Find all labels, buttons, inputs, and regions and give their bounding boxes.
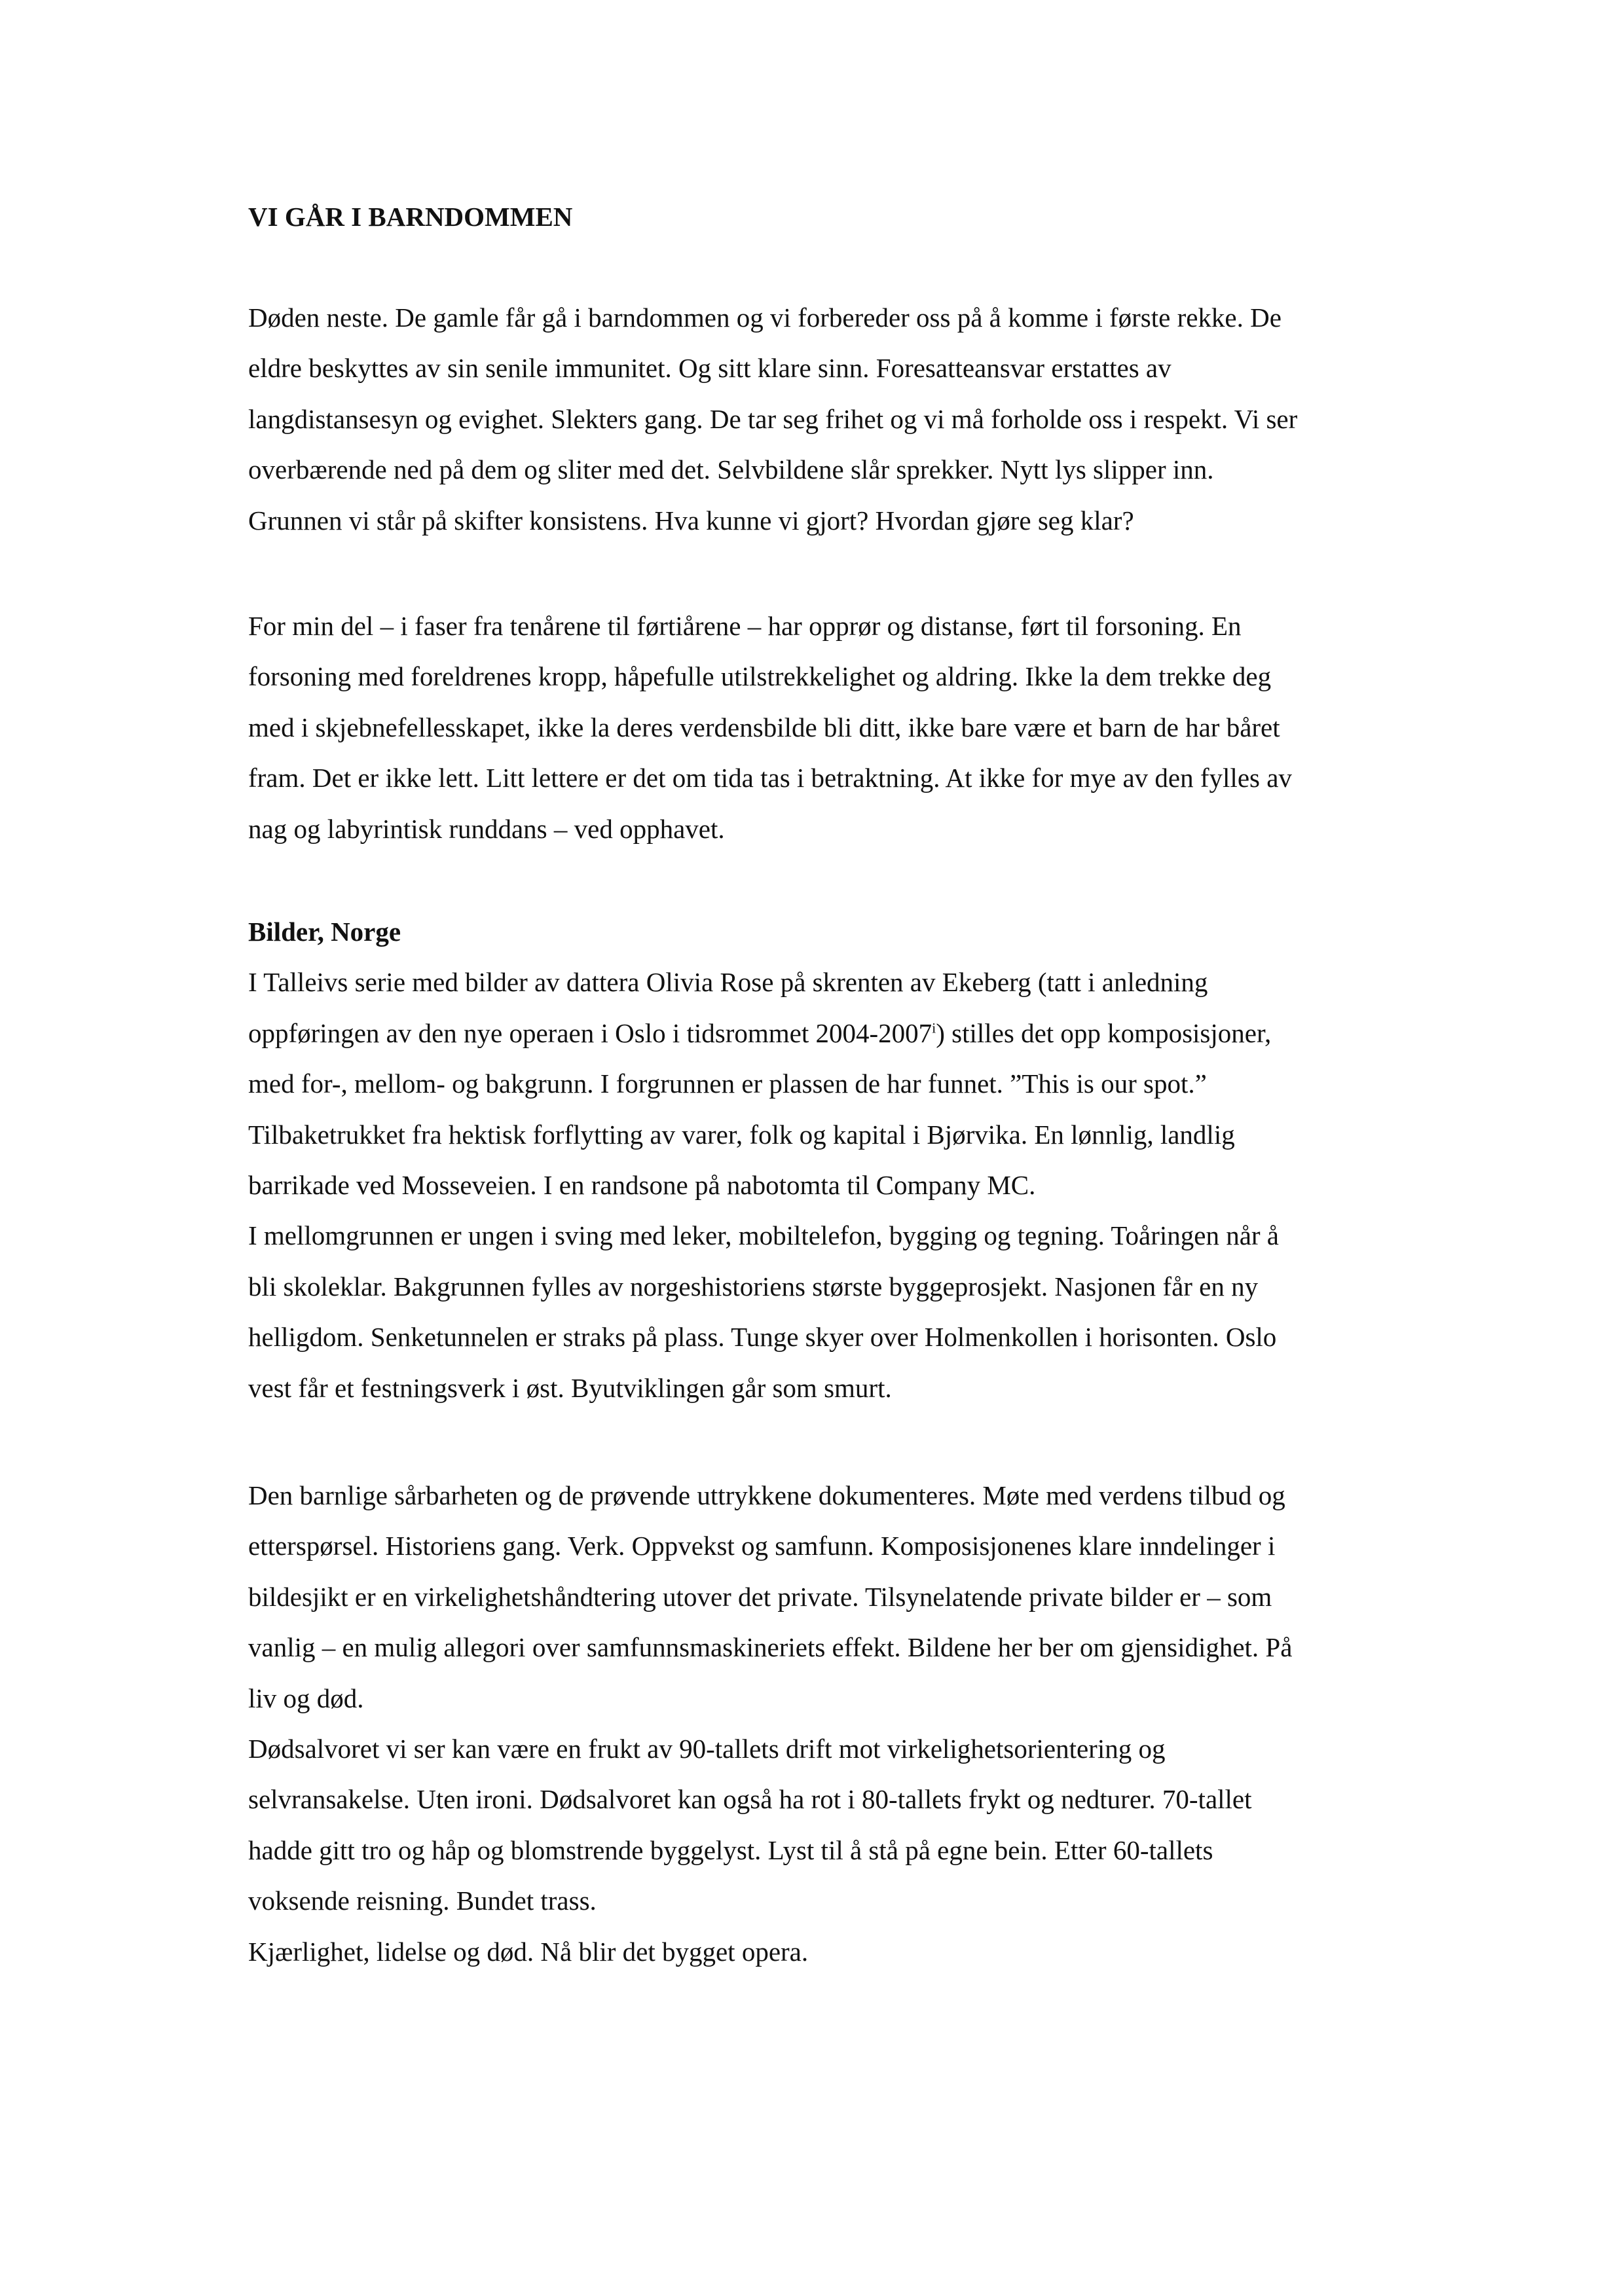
text-line: voksende reisning. Bundet trass. [248,1886,597,1916]
text-line: I mellomgrunnen er ungen i sving med leker, mobiltelefon, bygging og tegning. Toåringen når å [248,1220,1279,1251]
footnote-marker[interactable]: i [932,1019,936,1036]
text-line: I Talleivs serie med bilder av dattera Olivia Rose på skrenten av Ekeberg (tatt i anledning [248,967,1208,998]
text-line: med i skjebnefellesskapet, ikke la deres verdensbilde bli ditt, ikke bare være et barn de har båret [248,712,1280,742]
text-line: fram. Det er ikke lett. Litt lettere er det om tida tas i betraktning. At ikke for mye av den fylles av [248,763,1292,793]
text-line: Døden neste. De gamle får gå i barndommen og vi forbereder oss på å komme i første rekke. De [248,302,1282,333]
paragraph-1 [248,293,1297,546]
text-line: etterspørsel. Historiens gang. Verk. Oppvekst og samfunn. Komposisjonenes klare inndelinger i [248,1531,1276,1561]
text-line: liv og død. [248,1683,364,1713]
text-line [248,1008,1279,1059]
text-line: barrikade ved Mosseveien. I en randsone på nabotomta til Company MC. [248,1170,1036,1201]
text-line: eldre beskyttes av sin senile immunitet. Og sitt klare sinn. Foresatteansvar erstattes av [248,353,1172,384]
text-line: bildesjikt er en virkelighetshåndtering utover det private. Tilsynelatende private bilder er – som [248,1581,1272,1612]
text-line: bli skoleklar. Bakgrunnen fylles av norgeshistoriens største byggeprosjekt. Nasjonen får en ny [248,1271,1259,1302]
text-line: hadde gitt tro og håp og blomstrende byggelyst. Lyst til å stå på egne bein. Etter 60-tallets [248,1834,1213,1865]
document-title [248,192,572,242]
text-fragment: ) stilles det opp komposisjoner, [936,1017,1272,1048]
text-line: langdistansesyn og evighet. Slekters gang. De tar seg frihet og vi må forholde oss i respekt. Vi ser [248,403,1298,434]
text-line: helligdom. Senketunnelen er straks på plass. Tunge skyer over Holmenkollen i horisonten. Oslo [248,1322,1277,1353]
section-heading: Bilder, Norge [248,917,401,947]
title-text: VI GÅR I BARNDOMMEN [248,202,573,232]
text-line: nag og labyrintisk runddans – ved opphavet. [248,813,725,844]
text-line: overbærende ned på dem og sliter med det. Selvbildene slår sprekker. Nytt lys slipper inn. [248,454,1214,485]
text-line: forsoning med foreldrenes kropp, håpefulle utilstrekkelighet og aldring. Ikke la dem trekke deg [248,661,1272,692]
text-line: vest får et festningsverk i øst. Byutviklingen går som smurt. [248,1372,892,1403]
text-line: Tilbaketrukket fra hektisk forflytting av varer, folk og kapital i Bjørvika. En lønnlig, landlig [248,1119,1235,1150]
text-line: vanlig – en mulig allegori over samfunnsmaskineriets effekt. Bildene her ber om gjensidighet. På [248,1632,1293,1663]
text-line: Kjærlighet, lidelse og død. Nå blir det bygget opera. [248,1936,809,1967]
text-line: selvransakelse. Uten ironi. Dødsalvoret kan også ha rot i 80-tallets frykt og nedturer. 70-tallet [248,1784,1252,1815]
text-line: med for-, mellom- og bakgrunn. I forgrunnen er plassen de har funnet. ”This is our spot.” [248,1068,1207,1099]
section-bilder-norge [248,907,1279,1413]
text-line: Dødsalvoret vi ser kan være en frukt av 90-tallets drift mot virkelighetsorientering og [248,1734,1166,1764]
text-fragment: oppføringen av den nye operaen i Oslo i tidsrommet 2004-2007 [248,1017,932,1048]
text-line: For min del – i faser fra tenårene til førtiårene – har opprør og distanse, ført til forsoning. En [248,611,1242,641]
text-line: Den barnlige sårbarheten og de prøvende uttrykkene dokumenteres. Møte med verdens tilbud og [248,1480,1285,1510]
paragraph-2 [248,601,1292,854]
text-line: Grunnen vi står på skifter konsistens. Hva kunne vi gjort? Hvordan gjøre seg klar? [248,505,1134,536]
paragraph-4 [248,1470,1292,1977]
